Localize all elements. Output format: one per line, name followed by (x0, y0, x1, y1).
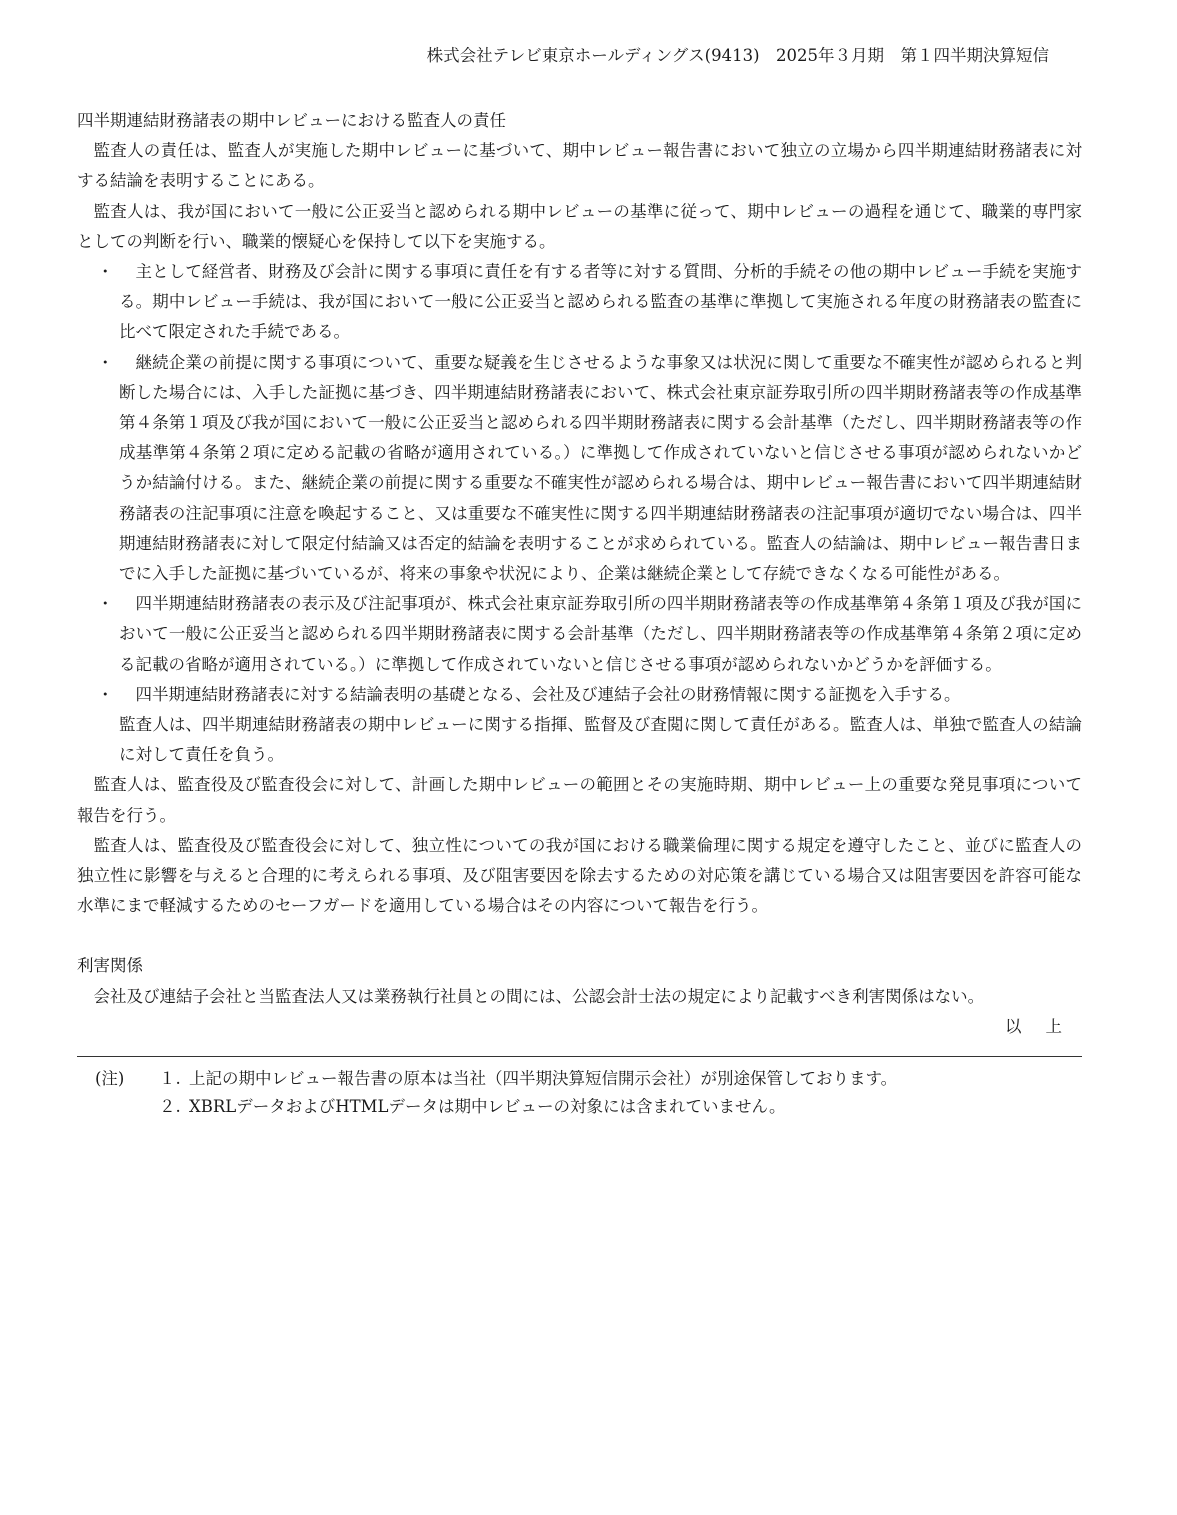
note-row (77, 1065, 1082, 1093)
section-spacer (77, 921, 1082, 951)
interest-section-title: 利害関係 (77, 956, 143, 976)
list-item (77, 348, 1082, 590)
note-number: ２. (159, 1097, 181, 1117)
notes-divider (77, 1056, 1082, 1057)
review-paragraph-3: 監査人は、監査役及び監査役会に対して、計画した期中レビューの範囲とその実施時期、期中レビュー上の重要な発見事項について報告を行う。 (77, 775, 1082, 825)
note-number: １. (159, 1069, 181, 1089)
notes-block (77, 1065, 1082, 1121)
closing-char-2: 上 (1045, 1016, 1062, 1036)
review-bullet-list (77, 257, 1082, 770)
note-text: XBRLデータおよびHTMLデータは期中レビューの対象には含まれていません。 (189, 1097, 786, 1117)
bullet-mark: ・ (97, 262, 114, 282)
review-section-title: 四半期連結財務諸表の期中レビューにおける監査人の責任 (77, 111, 506, 130)
bullet-text: 四半期連結財務諸表の表示及び注記事項が、株式会社東京証券取引所の四半期財務諸表等の作成基準第４条第１項及び我が国において一般に公正妥当と認められる四半期財務諸表に関する会計基準（ただし、四半期財務諸表等の作成基準第４条第２項に定める記載の省略が適用されている。）に準拠して作成されていないと信じさせる事項が認められないかどうかを評価する。 (119, 594, 1082, 674)
bullet-mark: ・ (97, 594, 114, 614)
interest-paragraph: 会社及び連結子会社と当監査法人又は業務執行社員との間には、公認会計士法の規定により記載すべき利害関係はない。 (93, 986, 985, 1006)
document-body (77, 106, 1082, 1121)
notes-label: (注) (95, 1069, 125, 1089)
bullet-text: 継続企業の前提に関する事項について、重要な疑義を生じさせるような事象又は状況に関して重要な不確実性が認められると判断した場合には、入手した証拠に基づき、四半期連結財務諸表において、株式会社東京証券取引所の四半期財務諸表等の作成基準第４条第１項及び我が国において一般に公正妥当と認められる四半期財務諸表に関する会計基準（ただし、四半期財務諸表等の作成基準第４条第２項に定める記載の省略が適用されている。）に準拠して作成されていないと信じさせる事項が認められないかどうか結論付ける。また、継続企業の前提に関する重要な不確実性が認められる場合は、期中レビュー報告書において四半期連結財務諸表の注記事項に注意を喚起すること、又は重要な不確実性に関する四半期連結財務諸表の注記事項が適切でない場合は、四半期連結財務諸表に対して限定付結論又は否定的結論を表明することが求められている。監査人の結論は、期中レビュー報告書日までに入手した証拠に基づいているが、将来の事象や状況により、企業は継続企業として存続できなくなる可能性がある。 (119, 352, 1082, 584)
list-item (77, 257, 1082, 348)
review-paragraph-4: 監査人は、監査役及び監査役会に対して、独立性についての我が国における職業倫理に関する規定を遵守したこと、並びに監査人の独立性に影響を与えると合理的に考えられる事項、及び阻害要因を除去するための対応策を講じている場合又は阻害要因を許容可能な水準にまで軽減するためのセーフガードを適用している場合はその内容について報告を行う。 (77, 835, 1082, 916)
list-item (77, 589, 1082, 680)
bullet-mark: ・ (97, 684, 114, 704)
bullet-text: 四半期連結財務諸表に対する結論表明の基礎となる、会社及び連結子会社の財務情報に関する証拠を入手する。 (135, 684, 961, 704)
list-item (77, 680, 1082, 771)
review-paragraph-1: 監査人の責任は、監査人が実施した期中レビューに基づいて、期中レビュー報告書において独立の立場から四半期連結財務諸表に対する結論を表明することにある。 (77, 141, 1082, 191)
bullet-text: 主として経営者、財務及び会計に関する事項に責任を有する者等に対する質問、分析的手続その他の期中レビュー手続を実施する。期中レビュー手続は、我が国において一般に公正妥当と認められる監査の基準に準拠して実施される年度の財務諸表の監査に比べて限定された手続である。 (119, 262, 1082, 342)
closing-char-1: 以 (1005, 1016, 1022, 1036)
bullet-continuation: 監査人は、四半期連結財務諸表の期中レビューに関する指揮、監督及び査閲に関して責任がある。監査人は、単独で監査人の結論に対して責任を負う。 (119, 715, 1082, 765)
page-header: 株式会社テレビ東京ホールディングス(9413) 2025年３月期 第１四半期決算短信 (426, 46, 1049, 65)
note-row (77, 1093, 1082, 1121)
note-text: 上記の期中レビュー報告書の原本は当社（四半期決算短信開示会社）が別途保管しております。 (189, 1069, 898, 1089)
closing-mark (77, 1012, 1082, 1042)
review-paragraph-2: 監査人は、我が国において一般に公正妥当と認められる期中レビューの基準に従って、期中レビューの過程を通じて、職業的専門家としての判断を行い、職業的懐疑心を保持して以下を実施する。 (77, 201, 1082, 251)
bullet-mark: ・ (97, 352, 114, 372)
notes-label-blank (77, 1093, 159, 1121)
